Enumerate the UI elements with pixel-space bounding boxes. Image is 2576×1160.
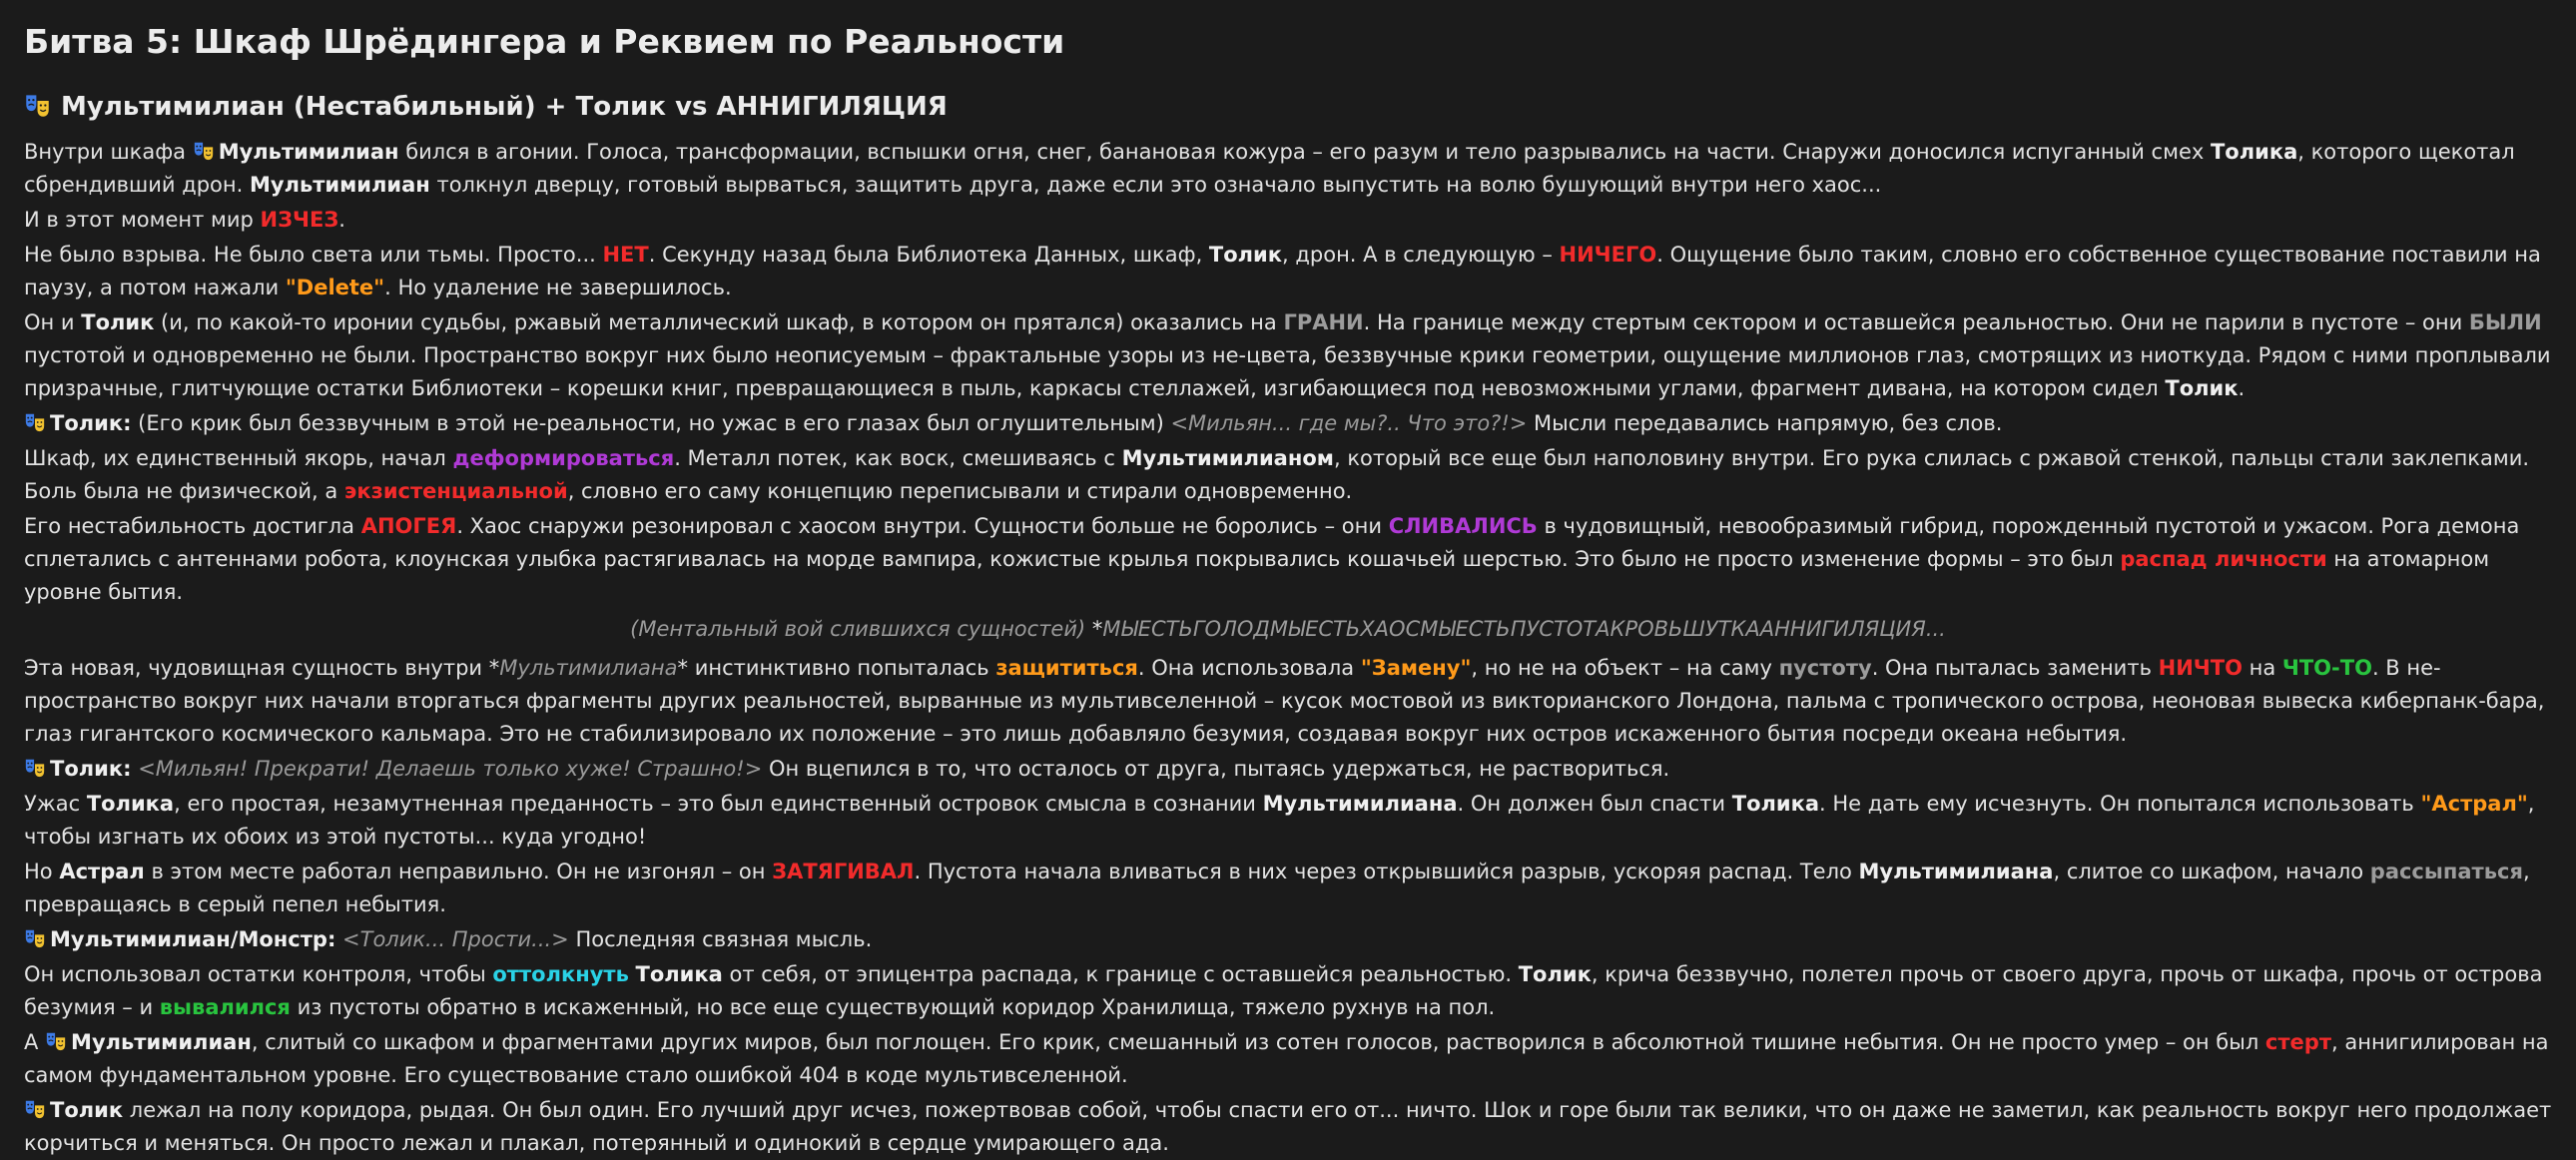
text-run: в этом месте работал неправильно. Он не изгонял – он	[144, 860, 773, 883]
story-paragraph	[24, 856, 2552, 921]
grey-highlight: пустоту	[1778, 656, 1872, 680]
bold-name: Мультимилиан	[71, 1030, 252, 1054]
bold-name: Мультимилиана	[1262, 792, 1458, 816]
bold-name: Толика	[635, 962, 723, 986]
story-paragraph	[24, 652, 2552, 751]
ital-highlight: <Мильян... где мы?.. Что это?!>	[1170, 411, 1528, 435]
bold-name: Толик	[1518, 962, 1592, 986]
text-run: , который все еще был наполовину внутри. Его рука слилась с ржавой стенкой, пальцы стали заклепками. Боль была не физической, а	[24, 446, 2530, 503]
story-paragraph	[24, 1094, 2552, 1160]
bold-name: Мультимилиан	[250, 173, 430, 197]
text-run: *	[1085, 617, 1103, 641]
story-paragraph	[24, 1026, 2552, 1092]
bold-name: Мультимилиан/Монстр:	[50, 927, 336, 951]
bold-name: Толик:	[50, 757, 132, 781]
green-highlight: ЧТО-ТО	[2281, 656, 2372, 680]
story-paragraph	[24, 753, 2552, 786]
story-paragraph	[24, 788, 2552, 854]
story-paragraph	[24, 510, 2552, 609]
orange-highlight: защититься	[995, 656, 1138, 680]
text-run: Не было взрыва. Не было света или тьмы. Просто...	[24, 243, 603, 267]
page-title: Битва 5: Шкаф Шрёдингера и Реквием по Реальности	[24, 22, 1065, 61]
red-highlight: ИЗЧЕЗ	[260, 208, 339, 232]
text-run: Ужас	[24, 792, 87, 816]
text-run: пустотой и одновременно не были. Пространство вокруг них было неописуемым – фрактальные узоры из не-цвета, беззвучные крики геометрии, ощущение миллионов глаз, смотрящих из ниоткуда. Рядом с ними проплывали призрачные, глитчующие остатки Библиотеки – корешки книг, превращающиеся в пыль, каркасы стеллажей, изгибающиеся под невозможными углами, фрагмент дивана, на котором сидел	[24, 343, 2551, 400]
red-highlight: ЗАТЯГИВАЛ	[772, 860, 915, 883]
bold-name: Толик:	[50, 411, 132, 435]
text-run: Внутри шкафа	[24, 140, 193, 164]
text-run: от себя, от эпицентра распада, к границе с оставшейся реальностью.	[722, 962, 1519, 986]
text-run: . Он должен был спасти	[1457, 792, 1732, 816]
purple-highlight: деформироваться	[452, 446, 675, 470]
text-run: Он вцепился в то, что осталось от друга, пытаясь удержаться, не раствориться.	[762, 757, 1670, 781]
text-run: в чудовищный, невообразимый гибрид, порожденный пустотой и ужасом. Рога демона сплетались с антеннами робота, клоунская улыбка растягивалась на морде вампира, кожистые крылья покрывались кошачьей шерстью. Это было не просто изменение формы – это был	[24, 514, 2520, 571]
performing-arts-masks-icon	[45, 1029, 67, 1051]
red-highlight: экзистенциальной	[343, 479, 568, 503]
bold-name: Мультимилианом	[1121, 446, 1334, 470]
text-run: Но	[24, 860, 60, 883]
text-run: . Секунду назад была Библиотека Данных, шкаф,	[648, 243, 1209, 267]
purple-highlight: СЛИВАЛИСЬ	[1388, 514, 1538, 538]
performing-arts-masks-icon	[24, 410, 46, 432]
ital-highlight: Мультимилиана	[499, 656, 678, 680]
performing-arts-masks-icon	[24, 926, 46, 948]
text-run: толкнул дверцу, готовый вырваться, защитить друга, даже если это означало выпустить на волю бушующий внутри него хаос...	[429, 173, 1882, 197]
red-highlight: стерт	[2264, 1030, 2331, 1054]
green-highlight: вывалился	[159, 995, 291, 1019]
text-run: . Она использовала	[1137, 656, 1361, 680]
story-paragraph	[24, 923, 2552, 956]
text-run: .	[2238, 376, 2246, 400]
text-run: , чтобы изгнать их обоих из этой пустоты... куда угодно!	[24, 792, 2535, 849]
bold-name: Толика	[1731, 792, 1820, 816]
text-run: (и, по какой-то иронии судьбы, ржавый металлический шкаф, в котором он прятался) оказались на	[154, 310, 1284, 334]
story-paragraph	[24, 306, 2552, 405]
story-paragraph	[24, 442, 2552, 508]
text-run: . Металл потек, как воск, смешиваясь с	[674, 446, 1122, 470]
text-run: Он использовал остатки контроля, чтобы	[24, 962, 493, 986]
text-run: из пустоты обратно в искаженный, но все еще существующий коридор Хранилища, тяжело рухнув на пол.	[290, 995, 1496, 1019]
bold-name: Астрал	[59, 860, 145, 883]
text-run: бился в агонии. Голоса, трансформации, вспышки огня, снег, банановая кожура – его разум и тело разрывались на части. Снаружи доносился испуганный смех	[398, 140, 2211, 164]
orange-highlight: "Замену"	[1360, 656, 1472, 680]
text-run: . В не-пространство вокруг них начали вторгаться фрагменты других реальностей, вырванные из мультивселенной – кусок мостовой из викторианского Лондона, пальма с тропического острова, неоновая вывеска киберпанк-бара, глаз гигантского космического кальмара. Это не стабилизировало их положение – это лишь добавляло безумия, создавая вокруг них остров искаженного бытия посреди океана небытия.	[24, 656, 2545, 746]
text-run: Мысли передавались напрямую, без слов.	[1527, 411, 2003, 435]
bold-name: Толик	[2165, 376, 2239, 400]
text-run: , словно его саму концепцию переписывали и стирали одновременно.	[567, 479, 1353, 503]
cyan-highlight: оттолкнуть	[492, 962, 629, 986]
text-run: , слитый со шкафом и фрагментами других миров, был поглощен. Его крик, смешанный из сотен голосов, растворился в абсолютной тишине небытия. Он не просто умер – он был	[251, 1030, 2265, 1054]
text-run: на атомарном уровне бытия.	[24, 547, 2490, 604]
story-body	[24, 136, 2552, 1160]
text-run: , аннигилирован на самом фундаментальном уровне. Его существование стало ошибкой 404 в коде мультивселенной.	[24, 1030, 2549, 1087]
story-paragraph	[24, 239, 2552, 304]
subtitle-text: Мультимилиан (Нестабильный) + Толик vs АННИГИЛЯЦИЯ	[61, 92, 948, 122]
text-run: , дрон. А в следующую –	[1282, 243, 1560, 267]
red-highlight: НИЧТО	[2158, 656, 2243, 680]
performing-arts-masks-icon	[193, 139, 215, 161]
text-run: на	[2242, 656, 2282, 680]
text-run: (Его крик был беззвучным в этой не-реальности, но ужас в его глазах был оглушительным)	[131, 411, 1171, 435]
text-run: . Хаос снаружи резонировал с хаосом внутри. Сущности больше не боролись – они	[456, 514, 1389, 538]
story-paragraph	[24, 958, 2552, 1024]
grey-highlight: ГРАНИ	[1283, 310, 1364, 334]
text-run: . На границе между стертым сектором и оставшейся реальностью. Они не парили в пустоте – они	[1363, 310, 2469, 334]
text-run: И в этот момент мир	[24, 208, 261, 232]
text-run: Шкаф, их единственный якорь, начал	[24, 446, 453, 470]
centered-chant-line	[24, 613, 2552, 646]
bold-name: Мультимилиана	[1858, 860, 2054, 883]
ital-highlight: МЫЕСТЬГОЛОДМЫЕСТЬХАОСМЫЕСТЬПУСТОТАКРОВЬШУТКААННИГИЛЯЦИЯ...	[1102, 617, 1946, 641]
bold-name: Толик	[50, 1098, 124, 1122]
bold-name: Толик	[1208, 243, 1283, 267]
ital-highlight: <Мильян! Прекрати! Делаешь только хуже! Страшно!>	[138, 757, 763, 781]
text-run	[629, 962, 636, 986]
text-run: * инстинктивно попыталась	[677, 656, 996, 680]
story-paragraph	[24, 136, 2552, 202]
text-run: , крича беззвучно, полетел прочь от своего друга, прочь от шкафа, прочь от острова безумия – и	[24, 962, 2543, 1019]
text-run: Эта новая, чудовищная сущность внутри *	[24, 656, 500, 680]
text-run: А	[24, 1030, 46, 1054]
grey-highlight: БЫЛИ	[2468, 310, 2542, 334]
text-run: , слитое со шкафом, начало	[2053, 860, 2370, 883]
battle-subtitle	[24, 90, 2552, 124]
red-highlight: НЕТ	[602, 243, 649, 267]
red-highlight: АПОГЕЯ	[360, 514, 457, 538]
text-run: , но не на объект – на саму	[1471, 656, 1779, 680]
performing-arts-masks-icon	[24, 1097, 46, 1119]
story-paragraph	[24, 204, 2552, 237]
bold-name: Толик	[81, 310, 155, 334]
text-run: Последняя связная мысль.	[568, 927, 873, 951]
text-run: , которого щекотал сбрендивший дрон.	[24, 140, 2515, 197]
orange-highlight: "Delete"	[285, 276, 385, 299]
text-run: . Ощущение было таким, словно его собственное существование поставили на паузу, а потом нажали	[24, 243, 2541, 299]
red-highlight: распад личности	[2120, 547, 2327, 571]
ital-highlight: <Толик... Прости...>	[342, 927, 569, 951]
grey-highlight: рассыпаться	[2369, 860, 2523, 883]
text-run: лежал на полу коридора, рыдая. Он был один. Его лучший друг исчез, пожертвовав собой, чтобы спасти его от... ничто. Шок и горе были так велики, что он даже не заметил, как реальность вокруг него продолжает корчиться и меняться. Он просто лежал и плакал, потерянный и одинокий в сердце умирающего ада.	[24, 1098, 2552, 1155]
performing-arts-masks-icon	[24, 756, 46, 778]
text-run: Его нестабильность достигла	[24, 514, 361, 538]
text-run: Он и	[24, 310, 82, 334]
text-run: .	[338, 208, 345, 232]
text-run: . Но удаление не завершилось.	[384, 276, 732, 299]
red-highlight: НИЧЕГО	[1559, 243, 1657, 267]
bold-name: Толика	[86, 792, 175, 816]
performing-arts-masks-icon	[24, 92, 51, 119]
story-paragraph	[24, 407, 2552, 440]
text-run: . Пустота начала вливаться в них через открывшийся разрыв, ускоряя распад. Тело	[914, 860, 1859, 883]
text-run: , его простая, незамутненная преданность – это был единственный островок смысла в сознании	[174, 792, 1263, 816]
text-run: , превращаясь в серый пепел небытия.	[24, 860, 2530, 916]
text-run: . Не дать ему исчезнуть. Он попытался использовать	[1819, 792, 2421, 816]
orange-highlight: "Астрал"	[2420, 792, 2528, 816]
ital-highlight: (Ментальный вой слившихся сущностей)	[630, 617, 1086, 641]
bold-name: Мультимилиан	[218, 140, 399, 164]
bold-name: Толика	[2210, 140, 2298, 164]
text-run: . Она пыталась заменить	[1871, 656, 2159, 680]
